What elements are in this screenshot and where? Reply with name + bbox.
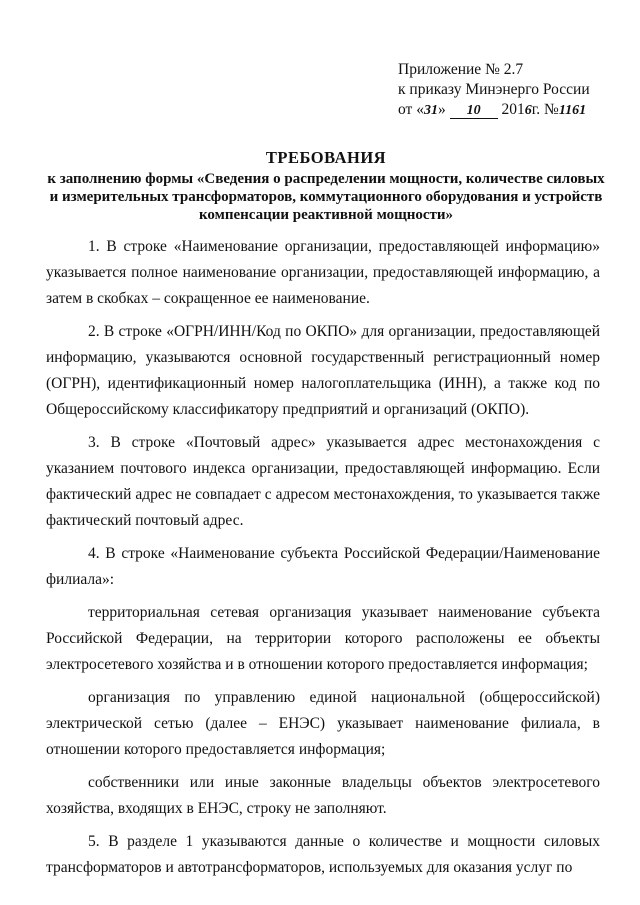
- document-subtitle: к заполнению формы «Сведения о распределении мощности, количестве силовых и измерительных трансформаторов, коммутационного оборудования и устройств компенсации реактивной мощности»: [47, 171, 605, 223]
- order-reference: к приказу Минэнерго России: [398, 81, 590, 98]
- paragraph-4: 4. В строке «Наименование субъекта Российской Федерации/Наименование филиала»:: [46, 545, 600, 588]
- paragraph-4c: собственники или иные законные владельцы объектов электросетевого хозяйства, входящих в ЕНЭС, строку не заполняют.: [46, 774, 600, 817]
- order-day-handwritten: 31: [423, 103, 438, 118]
- paragraph-1: 1. В строке «Наименование организации, предоставляющей информацию» указывается полное наименование организации, предоставляющей информацию, а затем в скобках – сокращенное ее наименование.: [46, 238, 600, 307]
- paragraph-2: 2. В строке «ОГРН/ИНН/Код по ОКПО» для организации, предоставляющей информацию, указываются основной государственный регистрационный номер (ОГРН), идентификационный номер налогоплательщика (ИНН), а также код по Общероссийскому классификатору предприятий и организаций (ОКПО).: [46, 323, 600, 418]
- document-body: [46, 234, 600, 881]
- number-prefix: г. №: [531, 101, 559, 118]
- order-month-handwritten: 10: [466, 103, 481, 118]
- document-title-block: [46, 148, 606, 224]
- document-title: ТРЕБОВАНИЯ: [265, 148, 387, 167]
- date-quote-close: »: [437, 101, 446, 118]
- appendix-header: [398, 60, 628, 121]
- order-number-handwritten: 1161: [558, 103, 587, 118]
- paragraph-4a: территориальная сетевая организация указывает наименование субъекта Российской Федерации, на территории которого расположены ее объекты электросетевого хозяйства и в отношении которого предоставляется информация;: [46, 604, 600, 673]
- paragraph-4b: организация по управлению единой национальной (общероссийской) электрической сетью (далее – ЕНЭС) указывает наименование филиала, в отношении которого предоставляется информация;: [46, 689, 600, 758]
- order-month-field: [450, 102, 498, 119]
- date-prefix: от «: [398, 101, 424, 118]
- appendix-number: Приложение № 2.7: [398, 61, 524, 78]
- year-prefix: 201: [501, 101, 525, 118]
- order-date-line: [398, 100, 628, 121]
- year-digit-handwritten: 6: [524, 103, 532, 118]
- paragraph-3: 3. В строке «Почтовый адрес» указывается адрес местонахождения с указанием почтового индекса организации, предоставляющей информацию. Если фактический адрес не совпадает с адресом местонахождения, то указывается также фактический почтовый адрес.: [46, 434, 600, 529]
- paragraph-5: 5. В разделе 1 указываются данные о количестве и мощности силовых трансформаторов и автотрансформаторов, используемых для оказания услуг по: [46, 833, 600, 876]
